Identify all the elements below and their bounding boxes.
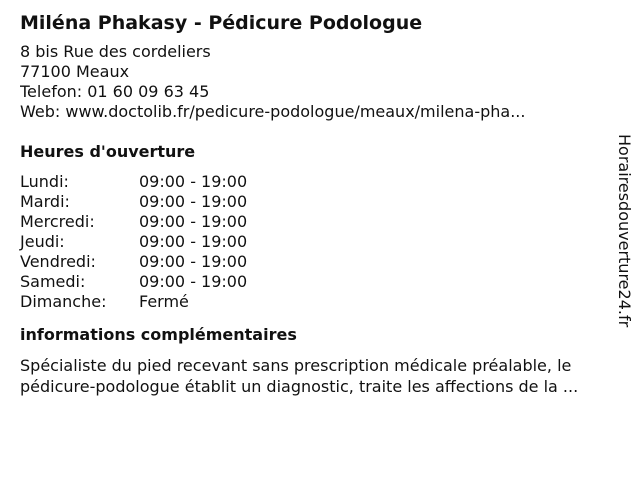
hours-row-saturday [20, 272, 605, 292]
hours-row-friday [20, 252, 605, 272]
phone-number: Telefon: 01 60 09 63 45 [20, 82, 210, 101]
time-value: 09:00 - 19:00 [139, 192, 248, 211]
time-value: 09:00 - 19:00 [139, 232, 248, 251]
day-label: Jeudi: [20, 232, 65, 251]
time-value: 09:00 - 19:00 [139, 272, 248, 291]
hours-row-sunday [20, 292, 605, 312]
info-line-1: Spécialiste du pied recevant sans prescription médicale préalable, le [20, 356, 572, 375]
hours-row-tuesday [20, 192, 605, 212]
street-address: 8 bis Rue des cordeliers [20, 42, 211, 61]
time-value: 09:00 - 19:00 [139, 212, 248, 231]
opening-hours-heading: Heures d'ouverture [20, 142, 196, 161]
time-value: 09:00 - 19:00 [139, 252, 248, 271]
business-card [20, 10, 605, 397]
hours-row-wednesday [20, 212, 605, 232]
website-link[interactable]: Web: www.doctolib.fr/pedicure-podologue/meaux/milena-pha... [20, 102, 526, 121]
day-label: Lundi: [20, 172, 69, 191]
day-label: Mardi: [20, 192, 70, 211]
time-value: 09:00 - 19:00 [139, 172, 248, 191]
day-label: Dimanche: [20, 292, 107, 311]
hours-row-thursday [20, 232, 605, 252]
address-block [20, 42, 605, 122]
additional-info-heading: informations complémentaires [20, 325, 297, 344]
info-line-2: pédicure-podologue établit un diagnostic, traite les affections de la ... [20, 377, 579, 396]
additional-info-text [20, 355, 605, 397]
city-address: 77100 Meaux [20, 62, 130, 81]
site-watermark: Horairesdouverture24.fr [615, 134, 634, 328]
hours-row-monday [20, 172, 605, 192]
day-label: Samedi: [20, 272, 86, 291]
time-value: Fermé [139, 292, 189, 311]
opening-hours-table [20, 172, 605, 312]
day-label: Vendredi: [20, 252, 96, 271]
day-label: Mercredi: [20, 212, 95, 231]
business-title: Miléna Phakasy - Pédicure Podologue [20, 12, 423, 34]
